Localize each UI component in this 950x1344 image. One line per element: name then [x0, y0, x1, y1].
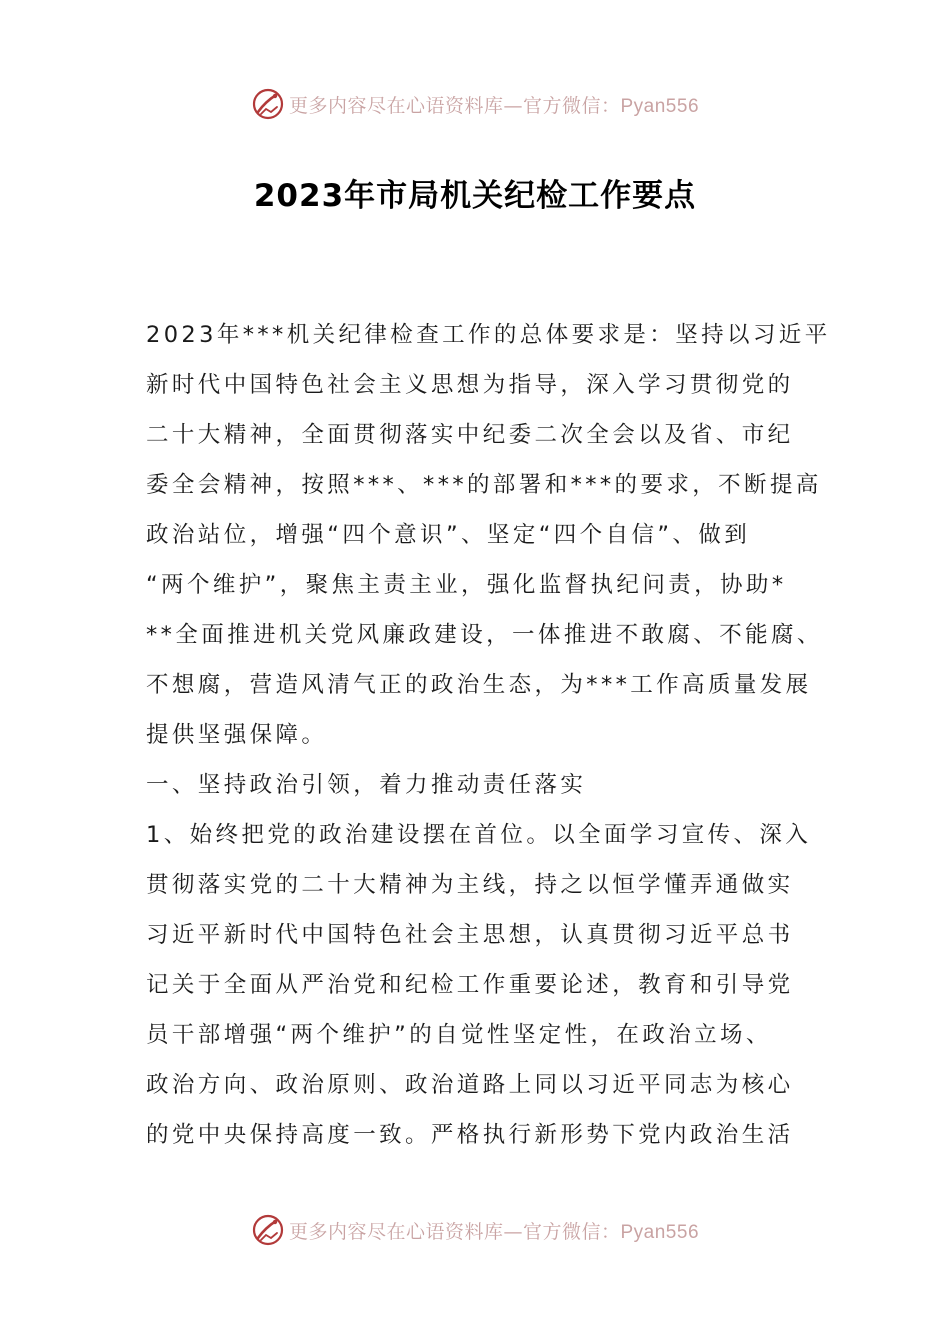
text-line: 提供坚强保障。 — [146, 722, 328, 748]
text-line: 不想腐，营造风清气正的政治生态，为***工作高质量发展 — [146, 672, 812, 698]
text-line: “两个维护”，聚焦主责主业，强化监督执纪问责，协助* — [146, 572, 787, 598]
banner-text: 更多内容尽在心语资料库—官方微信：Pyan556 — [288, 94, 700, 117]
document-title: 2023年市局机关纪检工作要点 — [253, 178, 697, 214]
footer-banner — [0, 1210, 950, 1250]
banner-text: 更多内容尽在心语资料库—官方微信：Pyan556 — [288, 1220, 700, 1243]
text-line: 政治方向、政治原则、政治道路上同以习近平同志为核心 — [146, 1072, 794, 1098]
text-line: 习近平新时代中国特色社会主思想，认真贯彻习近平总书 — [146, 922, 794, 948]
document-body — [146, 310, 831, 1160]
pen-logo-icon — [251, 1213, 285, 1247]
wechat-id: Pyan556 — [620, 1221, 700, 1243]
text-line: 贯彻落实党的二十大精神为主线，持之以恒学懂弄通做实 — [146, 872, 794, 898]
pen-logo-icon — [251, 87, 285, 121]
text-line: 的党中央保持高度一致。严格执行新形势下党内政治生活 — [146, 1122, 794, 1148]
text-line: **全面推进机关党风廉政建设，一体推进不敢腐、不能腐、 — [146, 622, 823, 648]
text-line: 二十大精神，全面贯彻落实中纪委二次全会以及省、市纪 — [146, 422, 794, 448]
text-line: 政治站位，增强“四个意识”、坚定“四个自信”、做到 — [146, 522, 751, 548]
text-line: 新时代中国特色社会主义思想为指导，深入学习贯彻党的 — [146, 372, 794, 398]
text-line: 员干部增强“两个维护”的自觉性坚定性，在政治立场、 — [146, 1022, 772, 1048]
text-line: 记关于全面从严治党和纪检工作重要论述，教育和引导党 — [146, 972, 794, 998]
text-line: 1、始终把党的政治建设摆在首位。以全面学习宣传、深入 — [146, 822, 812, 848]
text-line: 一、坚持政治引领，着力推动责任落实 — [146, 772, 587, 798]
wechat-id: Pyan556 — [620, 95, 700, 117]
text-line: 2023年***机关纪律检查工作的总体要求是：坚持以习近平 — [146, 322, 831, 348]
text-line: 委全会精神，按照***、***的部署和***的要求，不断提高 — [146, 472, 822, 498]
header-banner — [0, 84, 950, 124]
